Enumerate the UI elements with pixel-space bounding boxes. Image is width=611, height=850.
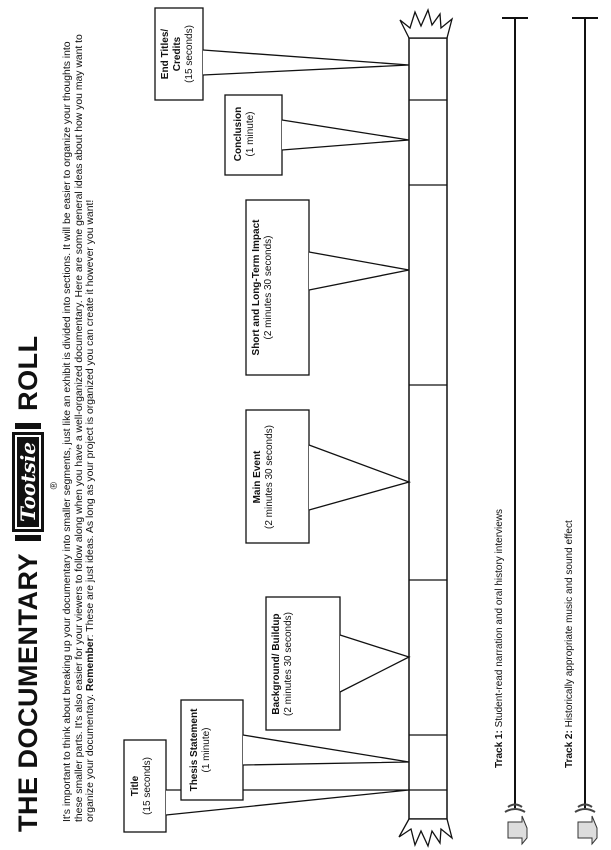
track-1-label: Track 1: Student-read narration and oral history interviews (494, 508, 505, 768)
segment-label-conclusion: Conclusion (1 minute) (233, 106, 256, 162)
intro-body: It's important to think about breaking up your documentary into smaller segments, just like an exhibit is divided into sections. It will be easier to organize your thoughts into these smaller parts. It's also easier for your viewers to follow along when you have a well-organized documentary. Here are some general ideas about how you may want to organize your documentary. (62, 34, 97, 822)
track-2-label: Track 2: Historically appropriate music and sound effect (564, 520, 575, 768)
track-2-line (572, 18, 598, 808)
segment-label-thesis: Thesis Statement (1 minute) (189, 708, 212, 792)
speaker-icon (505, 805, 527, 845)
segment-label-background: Background/ Buildup (2 minutes 30 seconds) (271, 612, 294, 716)
segment-label-main-event: Main Event (2 minutes 30 seconds) (252, 425, 275, 529)
segment-label-impact: Short and Long-Term Impact (2 minutes 30 seconds) (251, 219, 274, 356)
segment-label-end-titles: End Titles/ Credits (15 seconds) (160, 25, 195, 83)
registered-mark: ® (49, 481, 60, 490)
remember-text: : These are just ideas. As long as your project is organized you can create it however you want! (85, 199, 97, 638)
speaker-icon (575, 805, 597, 845)
title-prefix: THE DOCUMENTARY (12, 553, 43, 832)
remember-label: Remember (85, 637, 97, 692)
segment-label-title: Title (15 seconds) (130, 757, 153, 815)
film-roll (409, 38, 447, 819)
title-suffix: ROLL (12, 335, 43, 411)
bottom-wrapper-twist (399, 819, 452, 846)
track-1-line (502, 18, 528, 808)
logo-text: Tootsie (12, 432, 44, 532)
top-wrapper-twist (400, 10, 452, 38)
